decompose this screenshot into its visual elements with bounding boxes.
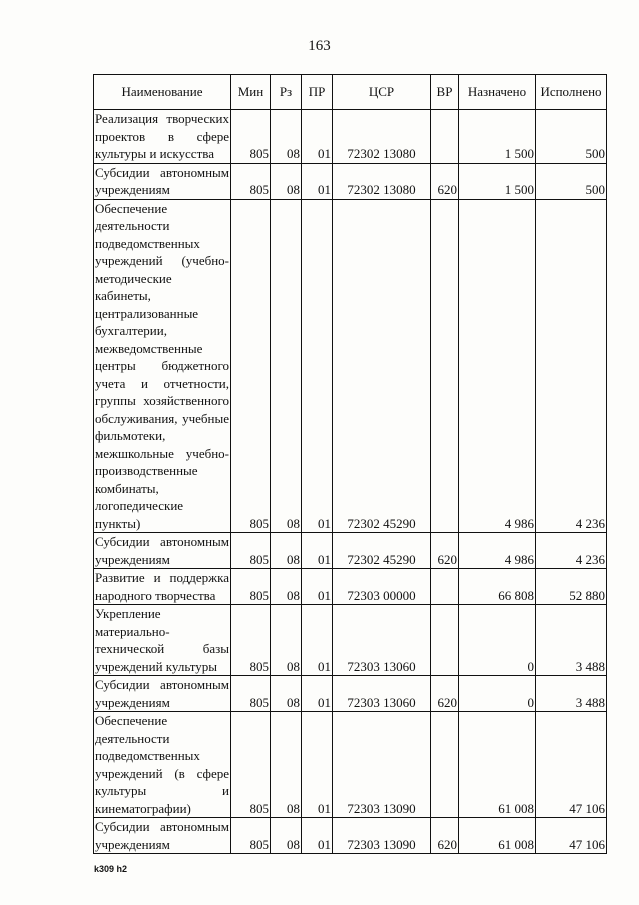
row-executed: 3 488 (536, 676, 607, 712)
row-min: 805 (231, 676, 271, 712)
row-min: 805 (231, 163, 271, 199)
table-row (94, 533, 607, 569)
header-assigned: Назначено (459, 75, 536, 110)
row-min: 805 (231, 712, 271, 818)
row-assigned: 1 500 (459, 163, 536, 199)
row-csr: 72303 00000 (333, 569, 431, 605)
row-assigned: 66 808 (459, 569, 536, 605)
table-row (94, 199, 607, 533)
header-rz: Рз (271, 75, 302, 110)
row-vr: 620 (431, 533, 459, 569)
row-assigned: 4 986 (459, 533, 536, 569)
row-executed: 3 488 (536, 605, 607, 676)
row-executed: 52 880 (536, 569, 607, 605)
page-number: 163 (308, 38, 331, 54)
row-pr: 01 (302, 712, 333, 818)
row-rz: 08 (271, 818, 302, 854)
row-min: 805 (231, 110, 271, 164)
row-vr (431, 605, 459, 676)
header-csr: ЦСР (333, 75, 431, 110)
row-rz: 08 (271, 199, 302, 533)
row-assigned: 0 (459, 676, 536, 712)
row-name: Развитие и поддержка народного творчества (95, 570, 229, 603)
row-rz: 08 (271, 163, 302, 199)
row-name: Обеспечение деятельности подведомственных учреждений (учебно-методические кабинеты, централизованные бухгалтерии, межведомственные центры бюджетного учета и отчетности, группы хозяйственного обслуживания, учебные фильмотеки, межшкольные учебно-производственные комбинаты, логопедические пункты) (95, 200, 229, 531)
table-row (94, 712, 607, 818)
row-executed: 47 106 (536, 712, 607, 818)
row-rz: 08 (271, 712, 302, 818)
row-vr: 620 (431, 818, 459, 854)
row-executed: 500 (536, 163, 607, 199)
row-name: Субсидии автономным учреждениям (95, 819, 229, 852)
table-header-row (94, 75, 607, 110)
row-assigned: 61 008 (459, 818, 536, 854)
row-min: 805 (231, 569, 271, 605)
row-csr: 72303 13060 (333, 676, 431, 712)
row-executed: 4 236 (536, 533, 607, 569)
row-pr: 01 (302, 163, 333, 199)
table-row (94, 110, 607, 164)
row-vr: 620 (431, 163, 459, 199)
table-row (94, 676, 607, 712)
row-executed: 4 236 (536, 199, 607, 533)
row-executed: 47 106 (536, 818, 607, 854)
row-csr: 72302 13080 (333, 163, 431, 199)
row-min: 805 (231, 199, 271, 533)
row-vr (431, 712, 459, 818)
row-name: Субсидии автономным учреждениям (95, 534, 229, 567)
table-row (94, 818, 607, 854)
header-pr: ПР (302, 75, 333, 110)
row-min: 805 (231, 533, 271, 569)
row-assigned: 0 (459, 605, 536, 676)
row-pr: 01 (302, 110, 333, 164)
row-min: 805 (231, 818, 271, 854)
row-name: Обеспечение деятельности подведомственных учреждений (в сфере культуры и кинематографии) (95, 713, 229, 816)
row-assigned: 61 008 (459, 712, 536, 818)
table-row (94, 569, 607, 605)
row-pr: 01 (302, 569, 333, 605)
header-name: Наименование (94, 75, 231, 110)
header-vr: ВР (431, 75, 459, 110)
row-assigned: 4 986 (459, 199, 536, 533)
row-executed: 500 (536, 110, 607, 164)
row-rz: 08 (271, 110, 302, 164)
row-pr: 01 (302, 676, 333, 712)
row-name: Укрепление материально-технической базы учреждений культуры (95, 606, 229, 674)
row-vr (431, 199, 459, 533)
row-pr: 01 (302, 533, 333, 569)
row-name: Субсидии автономным учреждениям (95, 164, 229, 197)
budget-table (93, 74, 607, 854)
row-vr (431, 569, 459, 605)
row-pr: 01 (302, 605, 333, 676)
row-rz: 08 (271, 533, 302, 569)
table-row (94, 163, 607, 199)
row-pr: 01 (302, 818, 333, 854)
row-assigned: 1 500 (459, 110, 536, 164)
row-csr: 72303 13060 (333, 605, 431, 676)
row-vr: 620 (431, 676, 459, 712)
row-rz: 08 (271, 605, 302, 676)
row-csr: 72302 45290 (333, 533, 431, 569)
footer-code: k309 h2 (94, 864, 128, 874)
header-min: Мин (231, 75, 271, 110)
table-row (94, 605, 607, 676)
row-csr: 72303 13090 (333, 712, 431, 818)
header-executed: Исполнено (536, 75, 607, 110)
row-csr: 72302 13080 (333, 110, 431, 164)
row-csr: 72303 13090 (333, 818, 431, 854)
row-csr: 72302 45290 (333, 199, 431, 533)
row-min: 805 (231, 605, 271, 676)
row-vr (431, 110, 459, 164)
row-rz: 08 (271, 569, 302, 605)
row-name: Субсидии автономным учреждениям (95, 677, 229, 710)
row-rz: 08 (271, 676, 302, 712)
row-pr: 01 (302, 199, 333, 533)
row-name: Реализация творческих проектов в сфере культуры и искусства (95, 111, 229, 161)
